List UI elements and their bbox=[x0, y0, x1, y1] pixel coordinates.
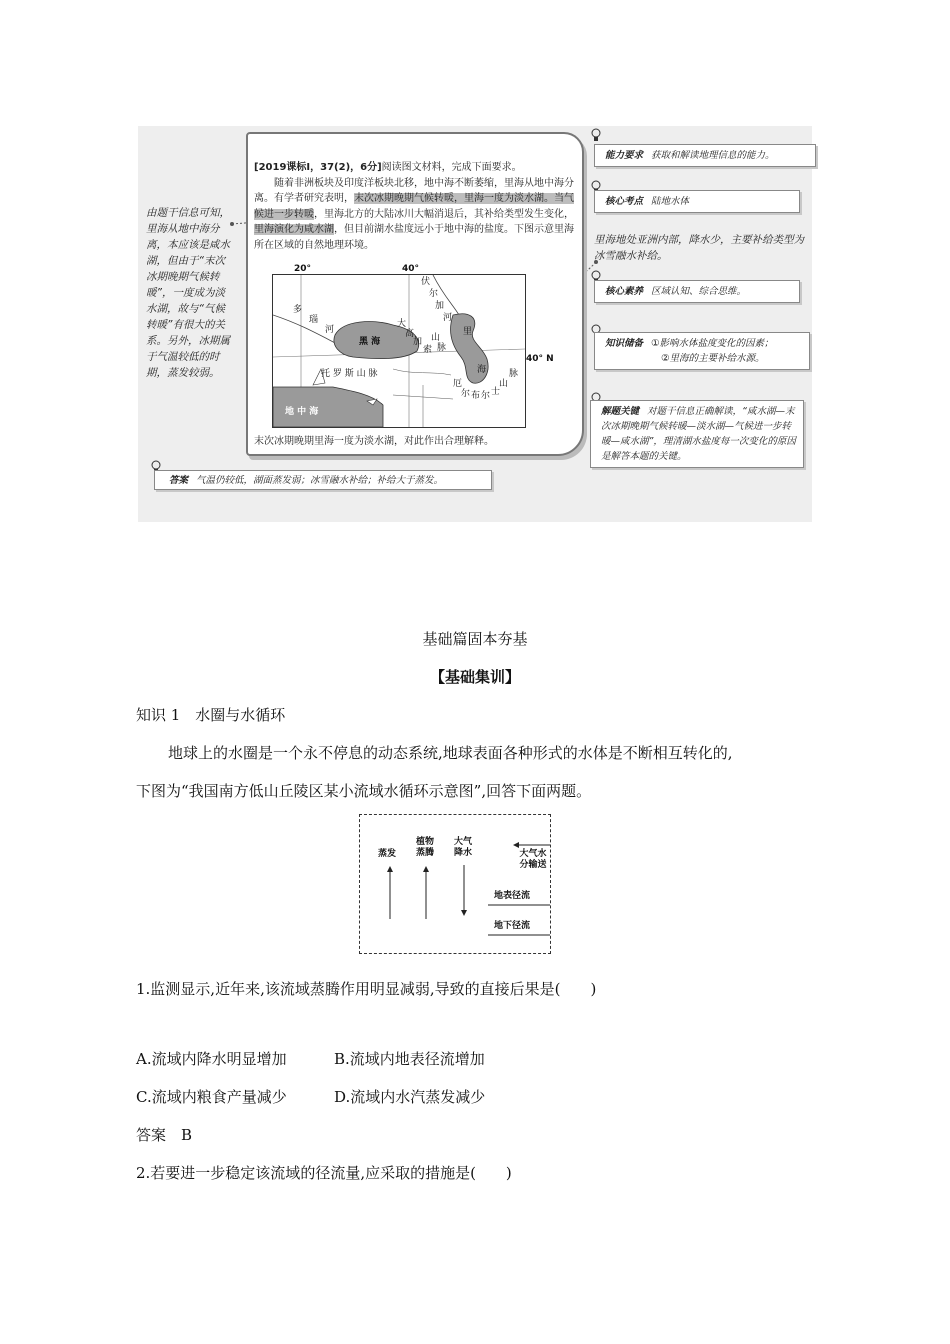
map-label-caucasus-6: 脉 bbox=[437, 343, 447, 353]
map-label-elburz-3: 布 bbox=[471, 391, 481, 401]
tip-knowledge-label: 知识储备 bbox=[605, 338, 644, 349]
material-para-1: 随着非洲板块及印度洋板块北移，地中海不断萎缩，里海从地中海分离。有学者研究表明， bbox=[254, 177, 574, 204]
map-lon-20: 20° bbox=[294, 264, 312, 274]
tip-literacy-text: 区域认知、综合思维。 bbox=[651, 286, 747, 297]
label-precip-1: 大气 bbox=[454, 837, 473, 847]
tip-knowledge-2: ②里海的主要补给水源。 bbox=[661, 353, 765, 364]
map-drawing bbox=[273, 275, 525, 427]
map-label-elburz-4: 尔 bbox=[481, 391, 491, 401]
map-label-danube-3: 河 bbox=[325, 325, 335, 335]
highlight-1: 末次冰期晚期气候转暖，里海一度为淡水湖。当气候进一步转暖 bbox=[254, 193, 574, 220]
left-margin-note: 由题干信息可知，里海从地中海分离，本应该是咸水湖，但由于“末次冰期晚期气候转暖”，一度成为淡水湖，故与“气候转暖”有很大的关系。另外，冰期属于气温较低的时期，蒸发较弱。 bbox=[146, 207, 230, 379]
question-1-answer: 答案 B bbox=[136, 1126, 193, 1144]
water-cycle-diagram bbox=[359, 814, 551, 954]
map-label-elburz-6: 山 bbox=[499, 379, 509, 389]
label-transpiration bbox=[416, 837, 434, 859]
tip-knowledge bbox=[594, 332, 810, 370]
question-card bbox=[246, 132, 584, 456]
question-1-option-b: B.流域内地表径流增加 bbox=[334, 1050, 485, 1068]
map-label-volga-1: 伏 bbox=[421, 277, 431, 287]
caspian-note: 里海地处亚洲内部，降水少，主要补给类型为冰雪融水补给。 bbox=[594, 234, 804, 262]
question-1-stem: 1.监测显示,近年来,该流域蒸腾作用明显减弱,导致的直接后果是( ) bbox=[136, 980, 597, 998]
map-label-elburz-1: 厄 bbox=[453, 379, 463, 389]
map-label-black-sea: 黑 海 bbox=[359, 337, 381, 347]
source-tail: 阅读图文材料，完成下面要求。 bbox=[381, 162, 522, 173]
question-1-option-c: C.流域内粮食产量减少 bbox=[136, 1088, 287, 1106]
map-question: 末次冰期晚期里海一度为淡水湖，对此作出合理解释。 bbox=[254, 436, 494, 447]
answer-label: 答案 bbox=[169, 475, 189, 486]
knowledge-heading: 知识 1 水圈与水循环 bbox=[136, 706, 286, 724]
tip-core-label: 核心考点 bbox=[605, 196, 644, 207]
map-lon-40: 40° bbox=[402, 264, 420, 274]
label-vapor-transport: 大气水分输送 bbox=[519, 849, 547, 870]
tip-ability-label: 能力要求 bbox=[605, 150, 644, 161]
map-label-caucasus-5: 山 bbox=[431, 333, 441, 343]
intro-line-2: 下图为“我国南方低山丘陵区某小流域水循环示意图”,回答下面两题。 bbox=[136, 782, 592, 800]
highlight-2: 里海演化为咸水湖 bbox=[254, 224, 334, 235]
tip-core-text: 陆地水体 bbox=[651, 196, 690, 207]
map-label-mediterranean: 地 中 海 bbox=[285, 407, 319, 417]
question-1-option-a: A.流域内降水明显增加 bbox=[136, 1050, 287, 1068]
water-cycle-arrows bbox=[360, 815, 550, 953]
map-label-caucasus-2: 高 bbox=[405, 329, 415, 339]
tip-knowledge-1: ①影响水体盐度变化的因素； bbox=[651, 338, 774, 349]
map-label-elburz-2: 尔 bbox=[461, 389, 471, 399]
map-label-caucasus-3: 加 bbox=[413, 337, 423, 347]
label-transpiration-2: 蒸腾 bbox=[416, 848, 435, 858]
map-label-caucasus-4: 索 bbox=[423, 345, 433, 355]
tip-ability-text: 获取和解读地理信息的能力。 bbox=[651, 150, 775, 161]
tip-ability bbox=[594, 144, 816, 167]
map-label-caspian-2: 海 bbox=[477, 365, 487, 375]
map-label-volga-4: 河 bbox=[443, 313, 453, 323]
caspian-region-map bbox=[272, 274, 526, 428]
label-precip-2: 降水 bbox=[454, 848, 473, 858]
question-1-option-d: D.流域内水汽蒸发减少 bbox=[334, 1088, 486, 1106]
map-label-caspian-1: 里 bbox=[463, 327, 473, 337]
label-surface-runoff: 地表径流 bbox=[494, 891, 531, 901]
material-text bbox=[254, 160, 576, 253]
tip-key-label: 解题关键 bbox=[601, 406, 640, 417]
lightbulb-icon bbox=[590, 128, 602, 142]
tip-core-point bbox=[594, 190, 800, 213]
intro-line-1: 地球上的水圈是一个永不停息的动态系统,地球表面各种形式的水体是不断相互转化的, bbox=[168, 744, 733, 762]
question-2-stem: 2.若要进一步稳定该流域的径流量,应采取的措施是( ) bbox=[136, 1164, 512, 1182]
map-label-elburz-5: 士 bbox=[491, 387, 501, 397]
label-underground-runoff: 地下径流 bbox=[494, 921, 531, 931]
source-tag: [2019课标Ⅰ，37(2)，6分] bbox=[254, 162, 382, 173]
label-precipitation bbox=[454, 837, 472, 859]
map-label-danube-2: 瑙 bbox=[309, 315, 319, 325]
map-label-caucasus-1: 大 bbox=[397, 319, 407, 329]
figure-answer bbox=[154, 470, 492, 490]
tip-key-text: 对题干信息正确解读，“咸水湖—末次冰期晚期气候转暖—淡水湖—气候进一步转暖—咸水湖”，理清湖水盐度每一次变化的原因是解答本题的关键。 bbox=[601, 406, 796, 462]
tip-key bbox=[590, 400, 804, 468]
map-label-danube-1: 多 bbox=[293, 305, 303, 315]
map-label-volga-3: 加 bbox=[435, 301, 445, 311]
material-para-2: ，里海北方的大陆冰川大幅消退后，其补给类型发生变化， bbox=[314, 208, 574, 220]
tip-literacy-label: 核心素养 bbox=[605, 286, 644, 297]
map-label-elburz-7: 脉 bbox=[509, 369, 519, 379]
map-lat-40: 40° N bbox=[526, 354, 554, 364]
subsection-title: 【基础集训】 bbox=[429, 668, 520, 686]
map-label-volga-2: 尔 bbox=[429, 289, 439, 299]
label-transpiration-1: 植物 bbox=[416, 837, 435, 847]
material-para-3: ，但目前湖水盐度远小于地中海的盐度。下图示意里海所在区域的自然地理环境。 bbox=[254, 224, 574, 251]
section-title: 基础篇固本夯基 bbox=[422, 630, 528, 648]
tip-literacy bbox=[594, 280, 800, 303]
label-evaporation: 蒸发 bbox=[378, 849, 397, 859]
map-label-taurus: 托 罗 斯 山 脉 bbox=[321, 369, 378, 379]
answer-text: 气温仍较低，湖面蒸发弱；冰雪融水补给；补给大于蒸发。 bbox=[196, 475, 444, 486]
